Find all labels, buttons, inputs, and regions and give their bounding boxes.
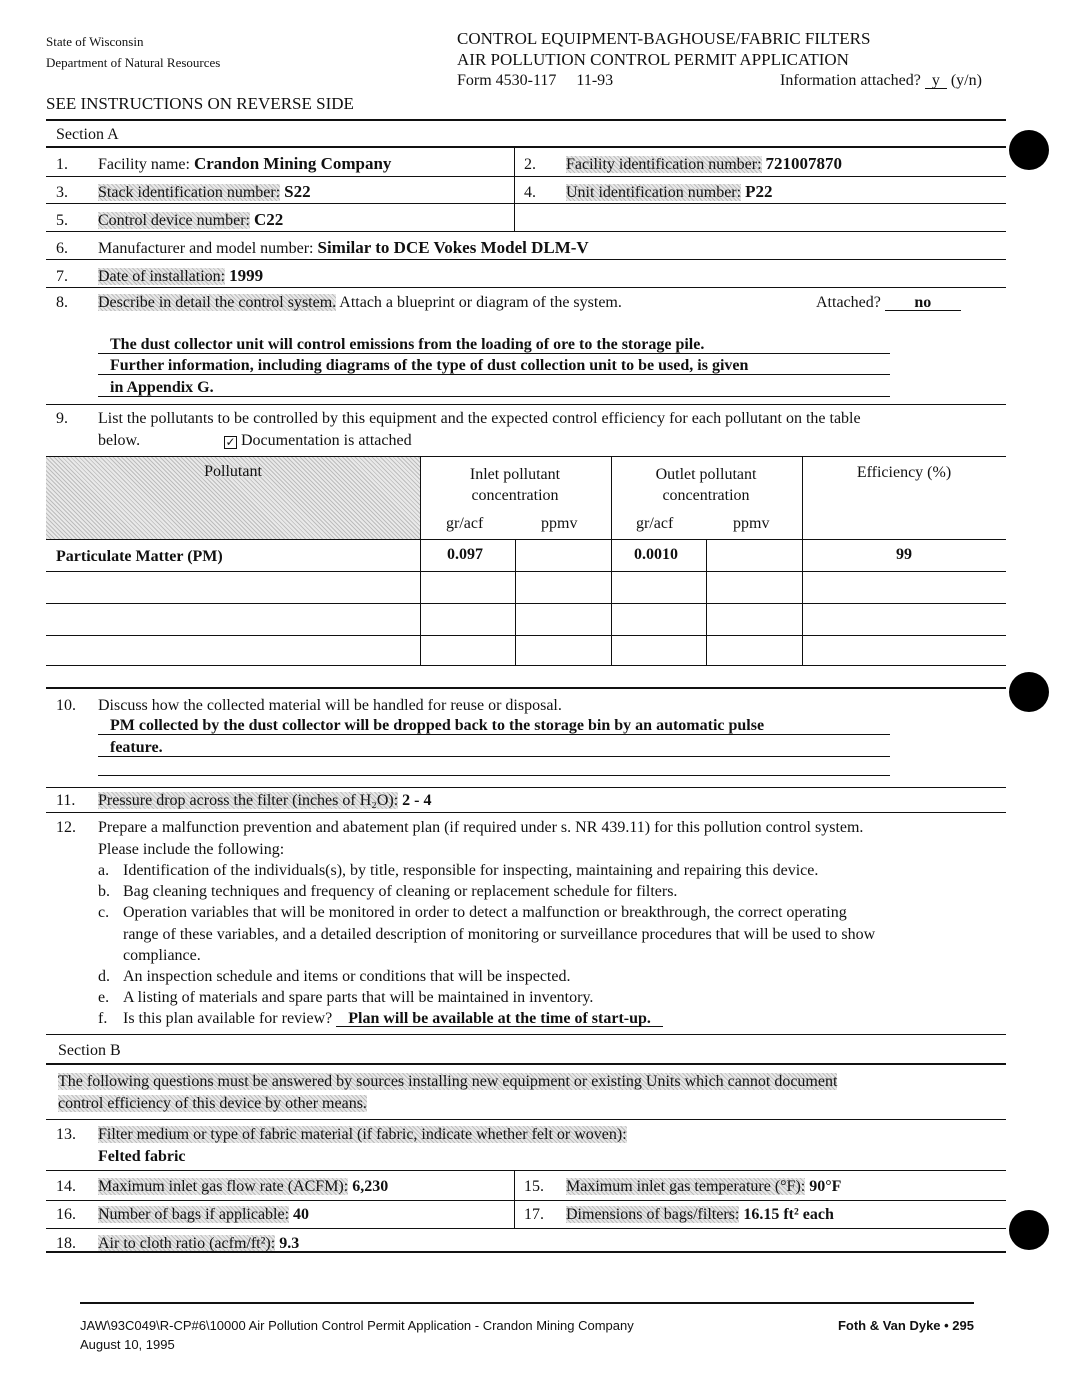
unit-id-label: Unit identification number: bbox=[566, 184, 742, 201]
section-b-note-line2: control efficiency of this device by other means. bbox=[58, 1095, 367, 1112]
divider bbox=[46, 1170, 1006, 1171]
form-subtitle: AIR POLLUTION CONTROL PERMIT APPLICATION bbox=[457, 50, 849, 69]
row-10 bbox=[56, 697, 562, 715]
divider bbox=[46, 203, 1006, 204]
row-13 bbox=[56, 1126, 627, 1144]
row-11 bbox=[56, 792, 431, 810]
divider bbox=[514, 147, 515, 231]
plan-item bbox=[98, 926, 875, 944]
outlet-header-line2: concentration bbox=[662, 487, 750, 504]
row-12 bbox=[56, 819, 863, 837]
efficiency-header: Efficiency (%) bbox=[856, 464, 952, 481]
divider bbox=[46, 176, 1006, 177]
table-line bbox=[611, 456, 612, 666]
row-14 bbox=[56, 1178, 388, 1196]
stack-id-label: Stack identification number: bbox=[98, 184, 281, 201]
bag-count-value: 40 bbox=[293, 1206, 310, 1223]
pollutant-header: Pollutant bbox=[204, 463, 262, 480]
row-number: 2. bbox=[524, 156, 536, 173]
material-handling-answer-1: PM collected by the dust collector will be dropped back to the storage bin by an automatic pulse bbox=[110, 717, 765, 734]
table-line bbox=[46, 539, 1006, 540]
inlet-header-line2: concentration bbox=[471, 487, 559, 504]
facility-name-label: Facility name: bbox=[98, 156, 190, 173]
plan-item-key: a. bbox=[98, 862, 110, 879]
plan-item-key: c. bbox=[98, 904, 110, 921]
answer-line bbox=[98, 374, 890, 375]
row-number: 4. bbox=[524, 184, 536, 201]
plan-item-text: Operation variables that will be monitored in order to detect a malfunction or breakthrough, the correct operating bbox=[123, 904, 847, 921]
row-number: 17. bbox=[524, 1206, 544, 1223]
row-number: 16. bbox=[56, 1206, 76, 1223]
instructions-note: SEE INSTRUCTIONS ON REVERSE SIDE bbox=[46, 94, 354, 113]
pollutants-instruction: List the pollutants to be controlled by this equipment and the expected control efficiency for each pollutant on the table bbox=[98, 410, 861, 427]
filter-medium-value: Felted fabric bbox=[98, 1148, 186, 1165]
plan-item bbox=[98, 883, 677, 901]
row-number: 8. bbox=[56, 294, 68, 311]
bag-dimensions-value: 16.15 ft² each bbox=[743, 1206, 834, 1223]
manufacturer-value: Similar to DCE Vokes Model DLM-V bbox=[317, 238, 589, 257]
punch-hole bbox=[1009, 1210, 1049, 1250]
footer-date: August 10, 1995 bbox=[80, 1337, 175, 1352]
table-line bbox=[46, 665, 1006, 666]
gas-temp-label: Maximum inlet gas temperature (°F): bbox=[566, 1178, 806, 1195]
plan-item-f bbox=[98, 1010, 663, 1028]
material-handling-label: Discuss how the collected material will be handled for reuse or disposal. bbox=[98, 697, 562, 714]
punch-hole bbox=[1009, 130, 1049, 170]
divider bbox=[46, 1228, 1006, 1229]
filter-medium-label: Filter medium or type of fabric material (if fabric, indicate whether felt or woven): bbox=[98, 1126, 627, 1143]
row-7 bbox=[56, 266, 263, 286]
outlet-header-line1: Outlet pollutant bbox=[655, 466, 757, 483]
plan-item bbox=[98, 904, 847, 922]
inlet-gr-cell: 0.097 bbox=[447, 546, 483, 563]
facility-name-value: Crandon Mining Company bbox=[193, 154, 392, 173]
checkbox-checked-icon[interactable]: ✓ bbox=[225, 435, 236, 449]
info-attached bbox=[780, 72, 982, 90]
row-number: 10. bbox=[56, 697, 76, 714]
divider bbox=[46, 787, 1006, 788]
table-line bbox=[420, 456, 421, 666]
table-line bbox=[46, 456, 1006, 457]
info-attached-value: y bbox=[925, 73, 947, 89]
control-system-answer-2: Further information, including diagrams of the type of dust collection unit to be used, is given bbox=[110, 357, 749, 374]
section-b-note bbox=[58, 1071, 837, 1115]
unit-ppmv: ppmv bbox=[541, 515, 578, 532]
table-line bbox=[515, 539, 516, 666]
answer-line bbox=[98, 756, 890, 757]
attached-label: Attached? bbox=[816, 294, 881, 311]
row-number: 12. bbox=[56, 819, 76, 836]
plan-item-text: compliance. bbox=[123, 947, 201, 964]
row-number: 9. bbox=[56, 410, 68, 427]
documentation-field bbox=[224, 432, 412, 450]
pollutants-instruction-cont: below. bbox=[98, 432, 141, 449]
plan-item-key: f. bbox=[98, 1010, 108, 1027]
divider bbox=[46, 1200, 1006, 1201]
footer-rule bbox=[80, 1302, 974, 1304]
plan-item bbox=[98, 968, 570, 986]
divider bbox=[514, 1171, 515, 1228]
table-line bbox=[46, 603, 1006, 604]
plan-item-key: e. bbox=[98, 989, 110, 1006]
malfunction-plan-instruction-cont: Please include the following: bbox=[98, 841, 285, 858]
table-line bbox=[46, 635, 1006, 636]
divider bbox=[46, 287, 1006, 288]
answer-line bbox=[98, 734, 890, 735]
air-cloth-ratio-label: Air to cloth ratio (acfm/ft²): bbox=[98, 1235, 276, 1252]
gas-flow-value: 6,230 bbox=[352, 1178, 389, 1195]
row-9 bbox=[56, 410, 861, 428]
plan-item-text: A listing of materials and spare parts that will be maintained in inventory. bbox=[123, 989, 594, 1006]
row-number: 18. bbox=[56, 1235, 76, 1252]
row-16 bbox=[56, 1206, 309, 1224]
plan-review-label: Is this plan available for review? bbox=[123, 1010, 333, 1027]
row-2 bbox=[524, 154, 842, 174]
row-8 bbox=[56, 294, 622, 312]
row-1 bbox=[56, 154, 391, 174]
gas-temp-value: 90°F bbox=[809, 1178, 842, 1195]
control-device-label: Control device number: bbox=[98, 212, 250, 229]
footer-document-ref: JAW\93C049\R-CP#6\10000 Air Pollution Control Permit Application - Crandon Mining Company bbox=[80, 1318, 634, 1333]
answer-line bbox=[98, 775, 890, 776]
attached-field bbox=[816, 294, 961, 312]
section-b-title: Section B bbox=[58, 1042, 121, 1059]
documentation-label: Documentation is attached bbox=[241, 432, 412, 449]
punch-hole bbox=[1009, 672, 1049, 712]
plan-item-text: An inspection schedule and items or conditions that will be inspected. bbox=[123, 968, 571, 985]
divider bbox=[46, 146, 1006, 148]
row-number: 15. bbox=[524, 1178, 544, 1195]
plan-item-text: Identification of the individuals(s), by title, responsible for inspecting, maintaining and repairing this device. bbox=[123, 862, 819, 879]
section-a-title: Section A bbox=[56, 126, 119, 143]
row-5 bbox=[56, 210, 283, 230]
divider bbox=[46, 231, 1006, 232]
plan-item bbox=[98, 862, 818, 880]
facility-id-value: 721007870 bbox=[765, 154, 843, 173]
control-system-answer-1: The dust collector unit will control emissions from the loading of ore to the storage pile. bbox=[110, 336, 705, 353]
divider bbox=[46, 404, 1006, 405]
row-4 bbox=[524, 182, 772, 202]
material-handling-answer-2: feature. bbox=[110, 739, 163, 756]
section-b-note-line1: The following questions must be answered by sources installing new equipment or existing Units which cannot document bbox=[58, 1073, 838, 1090]
divider bbox=[46, 812, 1006, 813]
department-name: Department of Natural Resources bbox=[46, 55, 221, 70]
installation-date-label: Date of installation: bbox=[98, 268, 226, 285]
form-title: CONTROL EQUIPMENT-BAGHOUSE/FABRIC FILTERS bbox=[457, 29, 871, 48]
stack-id-value: S22 bbox=[284, 182, 311, 201]
facility-id-label: Facility identification number: bbox=[566, 156, 762, 173]
installation-date-value: 1999 bbox=[229, 266, 264, 285]
malfunction-plan-instruction: Prepare a malfunction prevention and abatement plan (if required under s. NR 439.11) for this pollution control system. bbox=[98, 819, 864, 836]
divider bbox=[46, 1063, 1006, 1065]
divider bbox=[46, 687, 1006, 689]
efficiency-cell: 99 bbox=[896, 546, 912, 563]
plan-item-text: range of these variables, and a detailed description of monitoring or surveillance procedures that will be used to show bbox=[123, 926, 876, 943]
control-device-value: C22 bbox=[253, 210, 284, 229]
row-number: 5. bbox=[56, 212, 68, 229]
plan-item bbox=[98, 989, 593, 1007]
table-line bbox=[706, 539, 707, 666]
form-number: Form 4530-117 11-93 bbox=[457, 72, 614, 89]
row-number: 3. bbox=[56, 184, 68, 201]
divider bbox=[46, 259, 1006, 260]
plan-review-value: Plan will be available at the time of start-up. bbox=[336, 1011, 663, 1027]
outlet-header bbox=[611, 464, 801, 506]
attached-value: no bbox=[885, 295, 961, 311]
plan-item-key: b. bbox=[98, 883, 110, 900]
row-number: 1. bbox=[56, 156, 68, 173]
answer-line bbox=[98, 353, 890, 354]
air-cloth-ratio-value: 9.3 bbox=[279, 1235, 300, 1252]
control-system-label: Describe in detail the control system. bbox=[98, 294, 337, 311]
row-number: 6. bbox=[56, 240, 68, 257]
bag-dimensions-label: Dimensions of bags/filters: bbox=[566, 1206, 740, 1223]
plan-item bbox=[98, 947, 201, 965]
divider bbox=[46, 1034, 1006, 1035]
answer-line bbox=[98, 396, 890, 397]
row-6 bbox=[56, 238, 589, 258]
control-system-answer-3: in Appendix G. bbox=[110, 379, 214, 396]
info-attached-suffix: (y/n) bbox=[950, 72, 982, 89]
row-number: 13. bbox=[56, 1126, 76, 1143]
blueprint-instruction: Attach a blueprint or diagram of the system. bbox=[339, 294, 622, 311]
manufacturer-label: Manufacturer and model number: bbox=[98, 240, 314, 257]
row-15 bbox=[524, 1178, 841, 1196]
footer-page: Foth & Van Dyke • 295 bbox=[837, 1318, 974, 1333]
divider bbox=[46, 119, 1006, 121]
row-number: 7. bbox=[56, 268, 68, 285]
row-number: 11. bbox=[56, 792, 76, 809]
row-3 bbox=[56, 182, 311, 202]
divider bbox=[46, 1251, 1006, 1253]
state-name: State of Wisconsin bbox=[46, 34, 144, 49]
table-line bbox=[46, 571, 1006, 572]
info-attached-label: Information attached? bbox=[780, 72, 921, 89]
pressure-drop-value: 2 - 4 bbox=[402, 792, 432, 809]
plan-item-text: Bag cleaning techniques and frequency of cleaning or replacement schedule for filters. bbox=[123, 883, 678, 900]
bag-count-label: Number of bags if applicable: bbox=[98, 1206, 290, 1223]
row-17 bbox=[524, 1206, 834, 1224]
row-number: 14. bbox=[56, 1178, 76, 1195]
inlet-header-line1: Inlet pollutant bbox=[469, 466, 561, 483]
pollutant-cell: Particulate Matter (PM) bbox=[56, 548, 223, 565]
inlet-header bbox=[420, 464, 610, 506]
unit-gr-acf: gr/acf bbox=[636, 515, 674, 532]
divider bbox=[46, 1119, 1006, 1120]
gas-flow-label: Maximum inlet gas flow rate (ACFM): bbox=[98, 1178, 349, 1195]
unit-gr-acf: gr/acf bbox=[446, 515, 484, 532]
pressure-drop-label: Pressure drop across the filter (inches of H₂O): bbox=[98, 792, 399, 809]
outlet-gr-cell: 0.0010 bbox=[634, 546, 678, 563]
plan-item-key: d. bbox=[98, 968, 110, 985]
unit-id-value: P22 bbox=[745, 182, 773, 201]
unit-ppmv: ppmv bbox=[733, 515, 770, 532]
